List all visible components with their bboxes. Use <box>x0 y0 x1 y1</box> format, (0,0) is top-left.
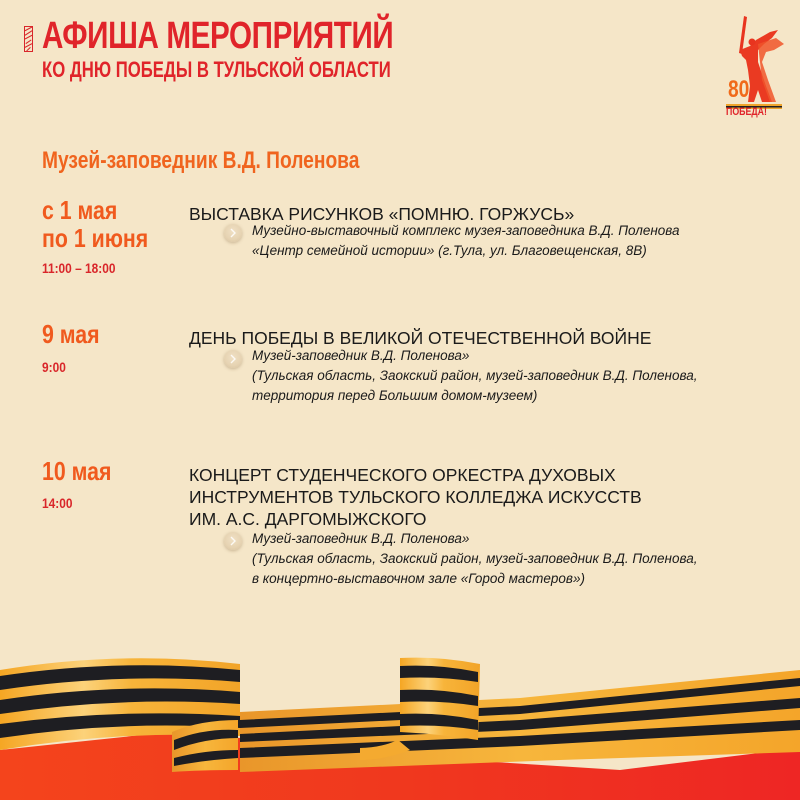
event-place-line: в концертно-выставочном зале «Город мастеров») <box>252 571 585 586</box>
chevron-right-icon <box>224 532 242 550</box>
event-title: ВЫСТАВКА РИСУНКОВ «ПОМНЮ. ГОРЖУСЬ» <box>189 204 575 224</box>
event-place-line: (Тульская область, Заокский район, музей-заповедник В.Д. Поленова, <box>252 368 698 383</box>
event-place-line: «Центр семейной истории» (г.Тула, ул. Благовещенская, 8В) <box>252 243 647 258</box>
victory-logo-text: ПОБЕДА! <box>726 106 767 118</box>
event-date: 10 мая <box>42 456 112 486</box>
event-time: 11:00 – 18:00 <box>42 260 116 276</box>
motherland-statue-icon <box>722 10 786 120</box>
event-title-line: КОНЦЕРТ СТУДЕНЧЕСКОГО ОРКЕСТРА ДУХОВЫХ <box>189 465 616 485</box>
event-date-end: по 1 июня <box>42 223 149 253</box>
chevron-right-icon <box>224 350 242 368</box>
event-title-line: ИНСТРУМЕНТОВ ТУЛЬСКОГО КОЛЛЕДЖА ИСКУССТВ <box>189 487 642 507</box>
event-date: 9 мая <box>42 319 100 349</box>
page-title: АФИША МЕРОПРИЯТИЙ <box>42 15 394 57</box>
victory-80-number: 80 <box>728 76 750 103</box>
event-time: 9:00 <box>42 359 66 375</box>
event-place-line: Музей-заповедник В.Д. Поленова» <box>252 348 470 363</box>
venue-heading: Музей-заповедник В.Д. Поленова <box>42 147 360 174</box>
event-place-line: Музей-заповедник В.Д. Поленова» <box>252 531 470 546</box>
event-title: ДЕНЬ ПОБЕДЫ В ВЕЛИКОЙ ОТЕЧЕСТВЕННОЙ ВОЙНЕ <box>189 328 652 348</box>
event-title-line: ИМ. А.С. ДАРГОМЫЖСКОГО <box>189 509 427 529</box>
page-subtitle: КО ДНЮ ПОБЕДЫ В ТУЛЬСКОЙ ОБЛАСТИ <box>42 57 391 82</box>
region-emblem-icon <box>24 26 33 52</box>
event-time: 14:00 <box>42 495 73 511</box>
event-place-line: (Тульская область, Заокский район, музей-заповедник В.Д. Поленова, <box>252 551 698 566</box>
st-george-ribbon-decoration <box>0 620 800 800</box>
chevron-right-icon <box>224 224 242 242</box>
event-place-line: территория перед Большим домом-музеем) <box>252 388 538 403</box>
event-date-start: с 1 мая <box>42 195 118 225</box>
event-place-line: Музейно-выставочный комплекс музея-заповедника В.Д. Поленова <box>252 223 680 238</box>
